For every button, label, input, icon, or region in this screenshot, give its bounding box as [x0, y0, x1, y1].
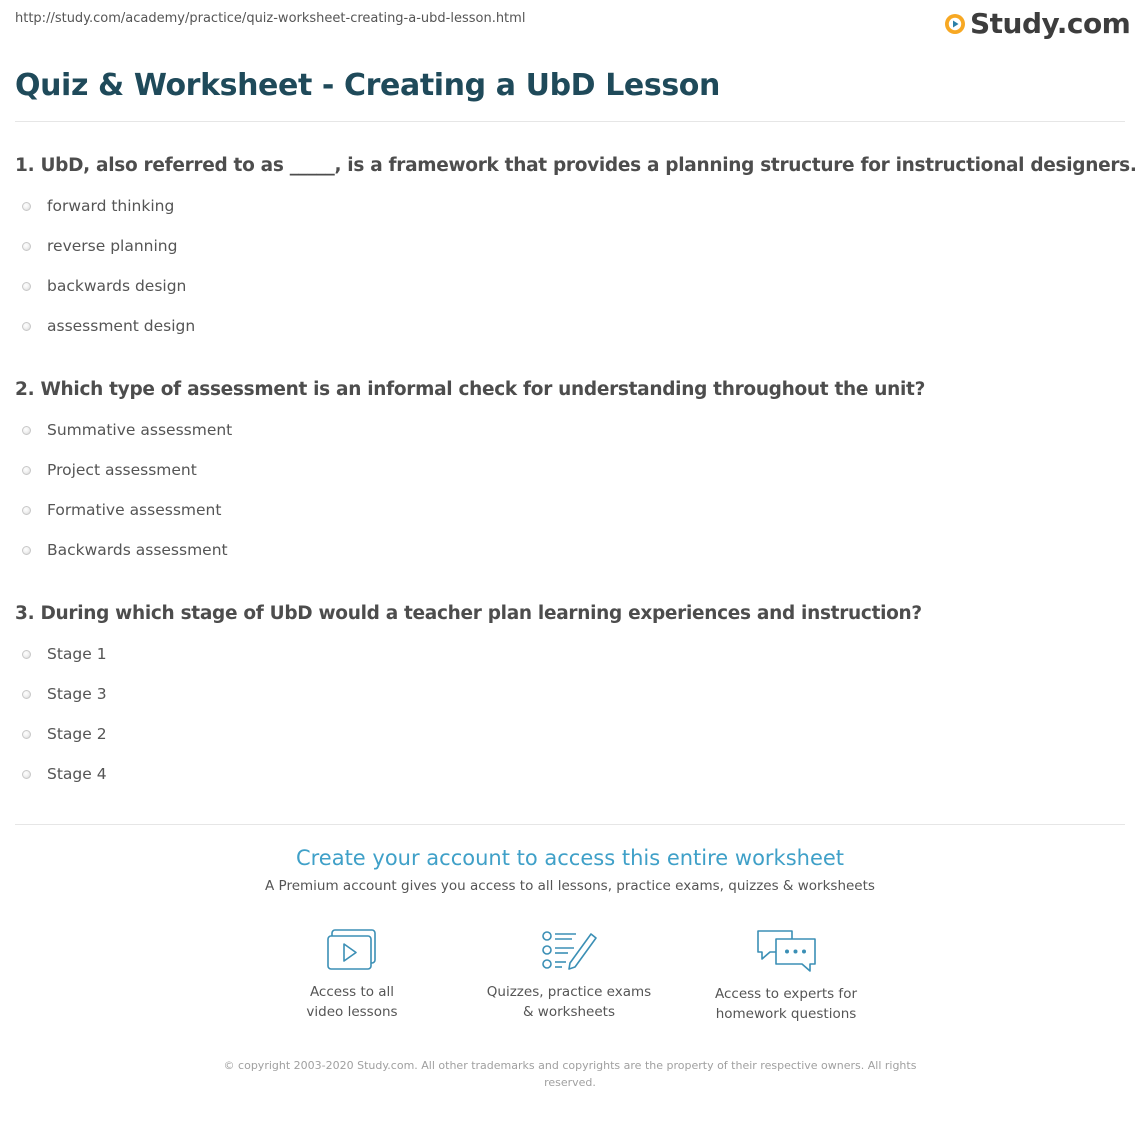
- title-divider: [15, 121, 1125, 122]
- option-label: Stage 1: [47, 645, 107, 663]
- option-label: Summative assessment: [47, 421, 233, 439]
- radio-button[interactable]: [22, 506, 31, 515]
- radio-button[interactable]: [22, 202, 31, 211]
- quiz-checklist-icon: [540, 928, 598, 972]
- play-circle-logo-icon: [944, 13, 966, 35]
- option-label: backwards design: [47, 277, 187, 295]
- copyright-line-2: reserved.: [544, 1076, 596, 1089]
- page-title: Quiz & Worksheet - Creating a UbD Lesson: [15, 68, 720, 103]
- video-lesson-icon: [325, 928, 379, 972]
- q2-option-1[interactable]: [22, 421, 232, 439]
- q3-option-2[interactable]: [22, 685, 107, 703]
- feature-experts: [686, 928, 886, 1024]
- option-label: Formative assessment: [47, 501, 222, 519]
- copyright-notice: [0, 1057, 1140, 1091]
- q3-option-4[interactable]: [22, 765, 107, 783]
- study-com-logo[interactable]: [944, 7, 1130, 40]
- radio-button[interactable]: [22, 770, 31, 779]
- option-label: Stage 4: [47, 765, 107, 783]
- feature-line-1: Access to all: [309, 984, 395, 1000]
- radio-button[interactable]: [22, 426, 31, 435]
- q2-option-4[interactable]: [22, 541, 228, 559]
- option-label: Stage 3: [47, 685, 107, 703]
- question-3: 3. During which stage of UbD would a teacher plan learning experiences and instruction?: [15, 603, 922, 624]
- q2-option-2[interactable]: [22, 461, 197, 479]
- create-account-link[interactable]: Create your account to access this entire worksheet: [295, 846, 845, 870]
- radio-button[interactable]: [22, 546, 31, 555]
- q1-option-2[interactable]: [22, 237, 177, 255]
- q1-option-4[interactable]: [22, 317, 195, 335]
- feature-video-lessons: [252, 928, 452, 1022]
- option-label: Stage 2: [47, 725, 107, 743]
- q1-option-3[interactable]: [22, 277, 186, 295]
- radio-button[interactable]: [22, 282, 31, 291]
- feature-line-2: video lessons: [306, 1004, 398, 1020]
- radio-button[interactable]: [22, 690, 31, 699]
- feature-line-1: Quizzes, practice exams: [486, 984, 652, 1000]
- radio-button[interactable]: [22, 650, 31, 659]
- radio-button[interactable]: [22, 730, 31, 739]
- chat-bubbles-icon: [754, 928, 818, 974]
- feature-line-2: & worksheets: [522, 1004, 615, 1020]
- feature-line-1: Access to experts for: [714, 986, 857, 1002]
- option-label: Project assessment: [47, 461, 197, 479]
- option-label: assessment design: [47, 317, 196, 335]
- q3-option-1[interactable]: [22, 645, 107, 663]
- premium-description: A Premium account gives you access to all lessons, practice exams, quizzes & worksheets: [265, 878, 875, 894]
- copyright-line-1: © copyright 2003-2020 Study.com. All other trademarks and copyrights are the property of their respective owners. All rights: [223, 1059, 917, 1072]
- q2-option-3[interactable]: [22, 501, 221, 519]
- option-label: reverse planning: [47, 237, 178, 255]
- feature-line-2: homework questions: [715, 1006, 857, 1022]
- quiz-divider: [15, 824, 1125, 825]
- page-url: http://study.com/academy/practice/quiz-worksheet-creating-a-ubd-lesson.html: [15, 11, 526, 26]
- question-2: 2. Which type of assessment is an informal check for understanding throughout the unit?: [15, 379, 926, 400]
- question-1: 1. UbD, also referred to as _____, is a framework that provides a planning structure for instructional designers.: [15, 155, 1137, 176]
- option-label: Backwards assessment: [47, 541, 228, 559]
- logo-text: Study.com: [970, 7, 1131, 40]
- q3-option-3[interactable]: [22, 725, 107, 743]
- q1-option-1[interactable]: [22, 197, 174, 215]
- radio-button[interactable]: [22, 322, 31, 331]
- radio-button[interactable]: [22, 466, 31, 475]
- radio-button[interactable]: [22, 242, 31, 251]
- feature-quizzes: [469, 928, 669, 1022]
- option-label: forward thinking: [47, 197, 175, 215]
